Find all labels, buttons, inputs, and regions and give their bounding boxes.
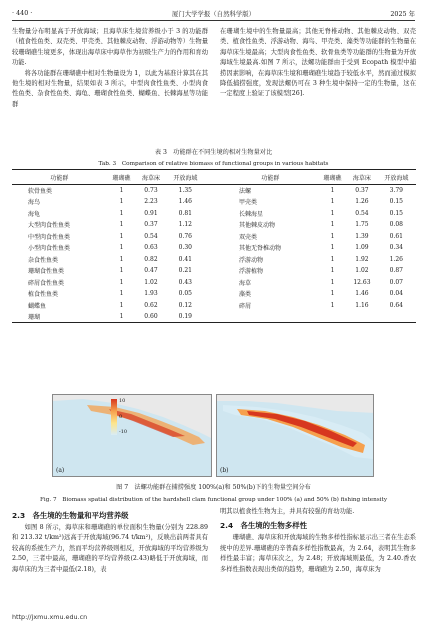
header-year: 2025 年	[390, 10, 415, 18]
value-cell: 0.37	[355, 187, 369, 194]
table-row	[12, 288, 416, 300]
table-row	[12, 196, 416, 208]
relative-biomass-table	[12, 169, 416, 323]
column-gap	[205, 265, 223, 277]
value-cell: 0.05	[178, 290, 192, 298]
value-cell: 0.37	[144, 221, 158, 229]
legend-colorbar	[111, 399, 117, 435]
group-name-cell: 法螺	[238, 188, 251, 195]
table-row	[12, 300, 416, 312]
column-gap	[205, 254, 223, 266]
figure-caption-en: Fig. 7 Biomass spatial distribution of the hardshell clam functional group under 100% (a) and 50% (b) fishing intensity	[39, 497, 388, 503]
group-name-cell: 其他无脊椎动物	[238, 245, 281, 253]
group-name-cell: 海草	[238, 279, 251, 287]
value-cell: 1	[330, 244, 335, 252]
legend-max: 10	[119, 398, 126, 404]
table-row	[12, 311, 416, 323]
value-cell: 1	[330, 232, 335, 240]
group-name-cell: 杂食性鱼类	[28, 256, 59, 264]
value-cell: 1	[119, 278, 124, 286]
table-row	[12, 242, 416, 254]
value-cell: 1.26	[355, 198, 369, 206]
value-cell: 1.46	[178, 198, 192, 206]
group-name-cell: 碎屑	[238, 302, 251, 310]
group-name-cell: 甲壳类	[238, 199, 257, 207]
value-cell: 1	[119, 267, 124, 275]
value-cell: 1	[119, 209, 124, 217]
column-header: 功能群	[12, 170, 107, 185]
value-cell: 0.64	[389, 301, 403, 309]
journal-title: 厦门大学学报（自然科学版）	[171, 10, 256, 18]
group-name-cell: 双壳类	[238, 233, 257, 241]
value-cell: 0.41	[178, 255, 192, 263]
value-cell: 1	[330, 278, 335, 286]
value-cell: 1	[330, 187, 335, 194]
value-cell: 0.87	[389, 267, 403, 275]
table-header-row	[12, 170, 416, 185]
value-cell: 1	[119, 301, 124, 309]
paragraph: 在珊瑚生境中的生物量最高；其他无脊椎动物、其他棘皮动物、双壳类、植食性鱼类、浮游动物、海鸟、甲壳类、藻类等功能群的生物量在海草床生境最高；大型肉食性鱼类、软骨鱼类等功能群的生物量为开放海域生境最高.如图 7 所示，法螺功能群由于受到 Ecopath 模型中捕捞因素影响，在海草床生境和珊瑚礁生境趋于较低水平，然而通过模拟降低捕捞强度，发现法螺仍可在 3 种生境中保持一定的生物量，这在一定程度上验证了该模型[26].	[220, 28, 416, 98]
value-cell: 1	[119, 232, 124, 240]
value-cell: 1.35	[178, 187, 192, 194]
value-cell: 0.61	[389, 232, 403, 240]
value-cell: 1.92	[355, 255, 369, 263]
value-cell: 1	[330, 267, 335, 275]
value-cell: 3.79	[389, 187, 403, 194]
watermark-url: http://jxmu.xmu.edu.cn	[12, 613, 88, 621]
value-cell: 1.26	[389, 255, 403, 263]
column-header: 珊瑚礁	[318, 170, 347, 185]
value-cell: 0.63	[144, 244, 158, 252]
value-cell: 1.02	[144, 278, 158, 286]
column-header: 功能群	[223, 170, 318, 185]
group-name-cell: 蝴蝶鱼	[28, 302, 47, 310]
table-row	[12, 277, 416, 289]
value-cell: 1	[330, 209, 335, 217]
group-name-cell: 珊瑚	[12, 311, 107, 323]
value-cell: 1	[119, 221, 124, 229]
value-cell: 1	[119, 198, 124, 206]
figure-panel-b	[216, 394, 374, 477]
column-gap	[205, 311, 223, 323]
value-cell: 0.54	[144, 232, 158, 240]
column-gap	[205, 185, 223, 197]
group-name-cell: 大型肉食性鱼类	[28, 222, 71, 230]
value-cell: 1	[330, 301, 335, 309]
value-cell: 0.47	[144, 267, 158, 275]
value-cell: 0.43	[178, 278, 192, 286]
value-cell: 0.19	[166, 311, 205, 323]
paragraph: 将各功能群在珊瑚礁中相对生物量设为 1，以此为基准计算其在其他生境的相对生物量，结果如表 3 所示，中型肉食性鱼类、小型肉食性鱼类、杂食性鱼类、海龟、珊瑚食性鱼类、蝴蝶鱼、长棘海星等功能群	[12, 69, 208, 108]
value-cell: 1.75	[355, 221, 369, 229]
group-name-cell: 中型肉食性鱼类	[28, 233, 71, 241]
color-legend	[111, 399, 151, 439]
column-gap	[205, 219, 223, 231]
left-column-bottom	[12, 507, 208, 575]
section-heading: 2.4 各生境的生物多样性	[220, 521, 307, 531]
figure-caption-zh: 图 7 法螺功能群在捕捞强度 100%(a)和 50%(b)下的生物量空间分布	[116, 484, 311, 491]
value-cell: 0.34	[389, 244, 403, 252]
table-row	[12, 208, 416, 220]
value-cell: 1	[330, 255, 335, 263]
value-cell: 1.16	[355, 301, 369, 309]
legend-min: -10	[119, 429, 128, 435]
group-name-cell: 浮游动物	[238, 256, 263, 264]
value-cell	[347, 311, 376, 323]
paragraph: 如图 8 所示，海草床和珊瑚礁的单位面积生物量(分别为 228.89 和 213.32 t/km²)远高于开放海域(96.74 t/km²)，反映出前两者具有较高的系统生产力，然而平均营养级则相反，开放海域的平均营养级为 2.50，三者中最高，珊瑚礁的平均营养级(2.43)略低于开放海域，而海草床的为三者中最低(2.18)，表	[12, 524, 208, 573]
table-row	[12, 219, 416, 231]
value-cell: 2.23	[144, 198, 158, 206]
value-cell: 1.93	[144, 290, 158, 298]
table-row	[12, 265, 416, 277]
value-cell: 1.02	[355, 267, 369, 275]
column-gap	[205, 288, 223, 300]
value-cell: 0.81	[178, 209, 192, 217]
value-cell: 1	[330, 198, 335, 206]
value-cell: 1	[330, 290, 335, 298]
value-cell: 0.21	[178, 267, 192, 275]
page-number: · 440 ·	[12, 9, 33, 17]
table-row	[12, 231, 416, 243]
group-name-cell: 海龟	[28, 210, 41, 218]
paragraph: 明其以植食性生物为主，并具有较强的育幼功能.	[220, 508, 355, 515]
value-cell: 0.60	[136, 311, 165, 323]
group-name-cell: 其他棘皮动物	[238, 222, 275, 230]
group-name-cell	[223, 311, 318, 323]
value-cell: 1.09	[355, 244, 369, 252]
column-gap	[205, 170, 223, 185]
value-cell: 1.12	[178, 221, 192, 229]
table-row	[12, 185, 416, 197]
value-cell	[318, 311, 347, 323]
paragraph: 珊瑚礁、海草床和开放海域的生物多样性指标显示出三者在生态系统中的差异.珊瑚礁的辛普森多样性指数最高，为 2.64，表明其生物多样性最丰富；海草床次之，为 2.48；开放海域则最低，为 2.40.香农多样性指数表现出类似的趋势，珊瑚礁为 2.50，海草床为	[220, 534, 416, 573]
column-gap	[205, 196, 223, 208]
column-header: 开放海域	[166, 170, 205, 185]
column-header: 开放海域	[377, 170, 416, 185]
value-cell: 0.12	[178, 301, 192, 309]
column-gap	[205, 277, 223, 289]
column-gap	[205, 300, 223, 312]
value-cell: 0.73	[144, 187, 158, 194]
value-cell: 0.82	[144, 255, 158, 263]
column-header: 珊瑚礁	[107, 170, 136, 185]
running-header	[12, 9, 415, 21]
group-name-cell: 长棘海星	[238, 210, 263, 218]
value-cell: 1	[119, 187, 124, 194]
left-column-top	[12, 27, 208, 110]
value-cell: 1	[119, 244, 124, 252]
right-column-top	[220, 27, 416, 100]
panel-label: (a)	[56, 467, 65, 474]
value-cell: 0.07	[389, 278, 403, 286]
value-cell: 0.54	[355, 209, 369, 217]
value-cell: 1	[330, 221, 335, 229]
group-name-cell: 碎屑食性鱼类	[28, 279, 65, 287]
value-cell: 1.39	[355, 232, 369, 240]
value-cell: 0.62	[144, 301, 158, 309]
column-header: 海草床	[136, 170, 165, 185]
value-cell: 0.04	[389, 290, 403, 298]
value-cell: 1	[107, 311, 136, 323]
legend-zero: 0	[119, 414, 123, 420]
table-row	[12, 254, 416, 266]
column-gap	[205, 208, 223, 220]
group-name-cell: 小型肉食性鱼类	[28, 245, 71, 253]
paragraph: 生物量分布明显高于开放海域；且海草床生境营养级小于 3 的功能群（植食性鱼类、双壳类、甲壳类、其他棘皮动物、浮游动物等）生物量较珊瑚礁生境更多，体现出海草床中海草作为初级生产力的作用和育幼功能.	[12, 28, 208, 67]
value-cell: 0.76	[178, 232, 192, 240]
panel-label: (b)	[220, 467, 229, 474]
section-heading: 2.3 各生境的生物量和平均营养级	[12, 511, 129, 520]
group-name-cell: 海鸟	[28, 199, 41, 207]
value-cell	[377, 311, 416, 323]
map-50-percent	[217, 395, 374, 477]
value-cell: 0.08	[389, 221, 403, 229]
value-cell: 1	[119, 290, 124, 298]
figure-panel-a	[52, 394, 212, 477]
group-name-cell: 浮游植物	[238, 268, 263, 276]
column-gap	[205, 242, 223, 254]
group-name-cell: 软骨鱼类	[28, 188, 53, 195]
value-cell: 12.63	[353, 278, 371, 286]
right-column-bottom	[220, 507, 416, 575]
group-name-cell: 藻类	[238, 291, 251, 299]
table-caption-en: Tab. 3 Comparison of relative biomass of functional groups in various habitats	[98, 161, 329, 167]
value-cell: 0.15	[389, 198, 403, 206]
value-cell: 0.91	[144, 209, 158, 217]
table-caption-zh: 表 3 功能群在不同生境的相对生物量对比	[154, 149, 273, 156]
column-header: 海草床	[347, 170, 376, 185]
group-name-cell: 珊瑚食性鱼类	[28, 268, 65, 276]
value-cell: 1	[119, 255, 124, 263]
value-cell: 1.46	[355, 290, 369, 298]
value-cell: 0.30	[178, 244, 192, 252]
column-gap	[205, 231, 223, 243]
value-cell: 0.15	[389, 209, 403, 217]
group-name-cell: 植食性鱼类	[28, 291, 59, 299]
